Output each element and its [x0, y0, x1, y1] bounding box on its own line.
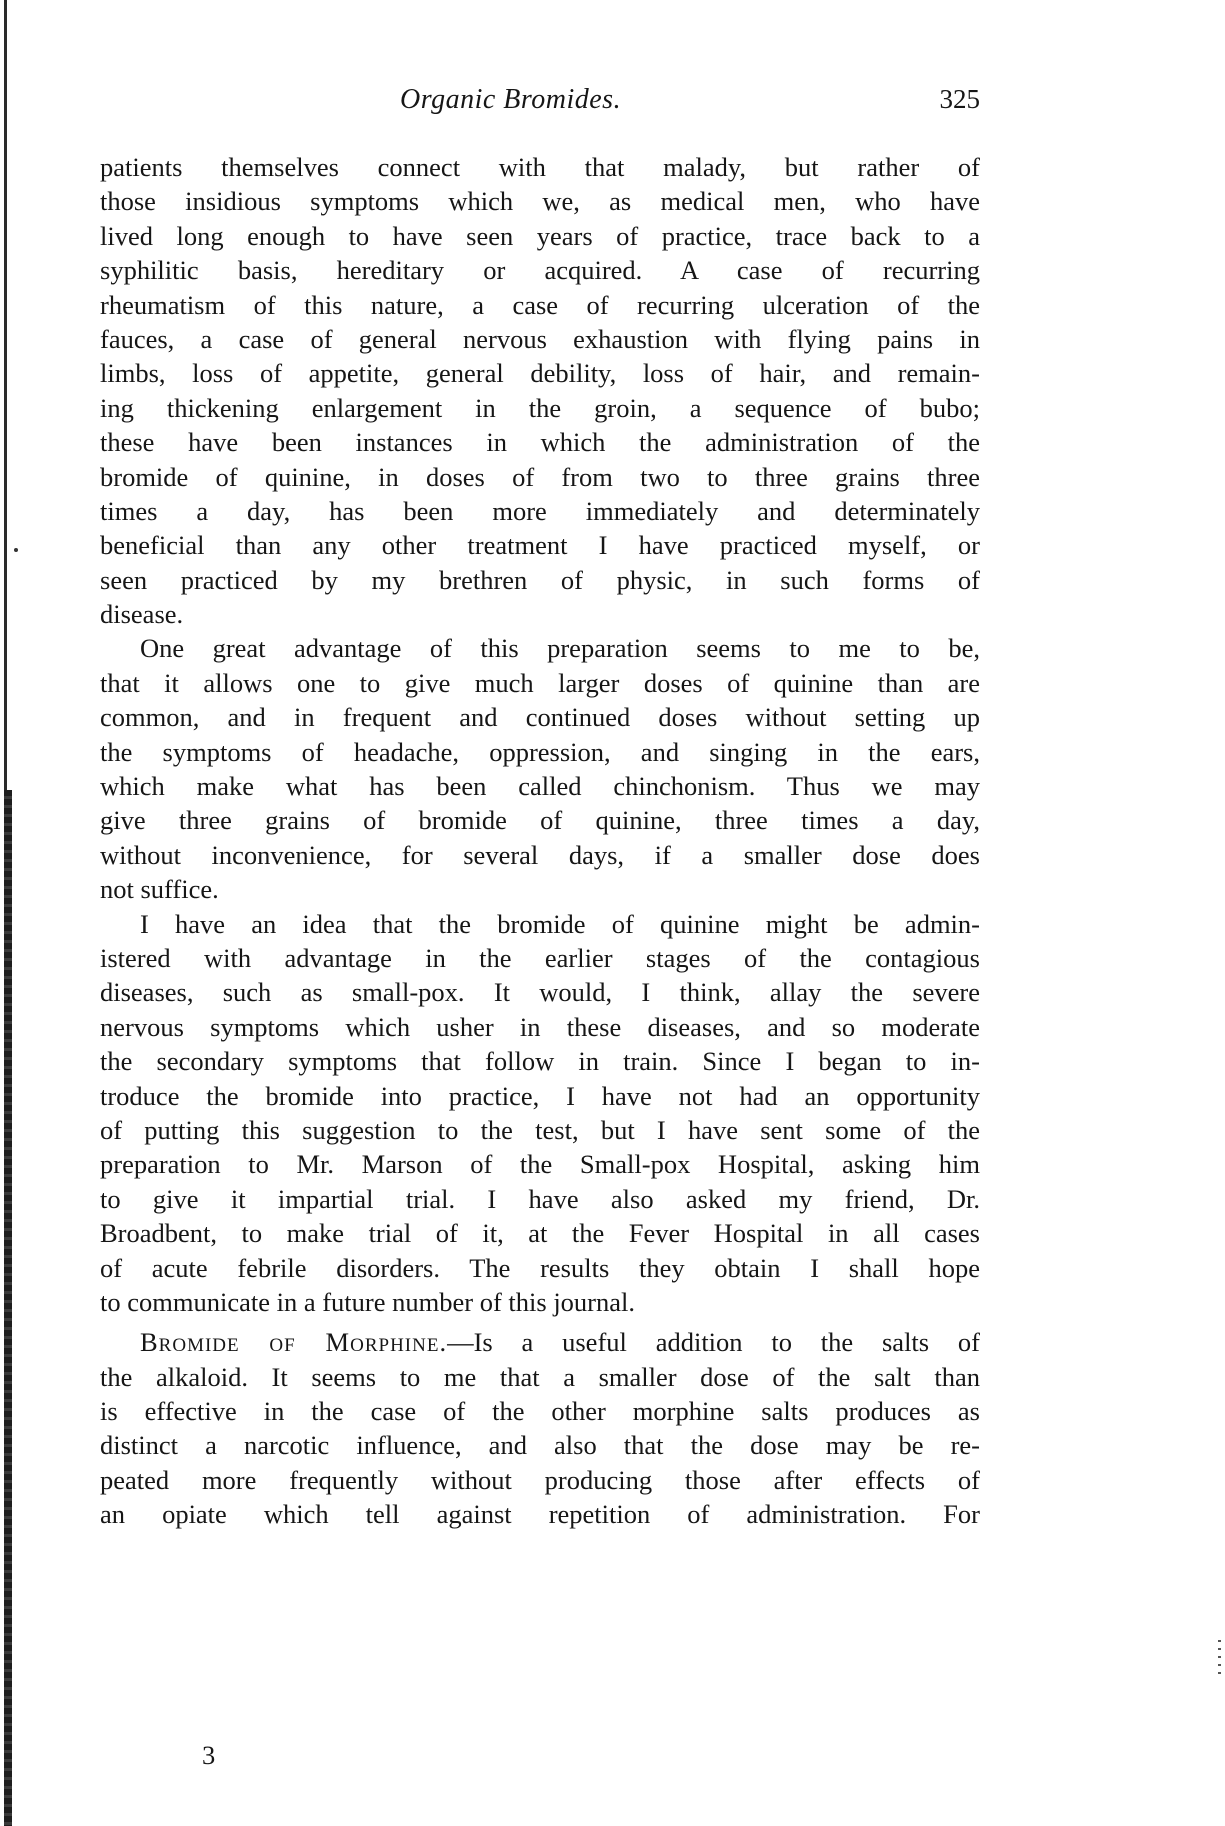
text-line: diseases, such as small-pox. It would, I think, allay the severe	[100, 977, 980, 1008]
text-line: fauces, a case of general nervous exhaustion with flying pains in	[100, 323, 980, 354]
text-line: is effective in the case of the other morphine salts produces as	[100, 1396, 980, 1427]
text-line: to communicate in a future number of this journal.	[100, 1286, 636, 1317]
paragraph	[100, 631, 980, 906]
text-line: of putting this suggestion to the test, but I have sent some of the	[100, 1114, 980, 1145]
text-line: distinct a narcotic influence, and also that the dose may be re-	[100, 1430, 980, 1461]
text-line: lived long enough to have seen years of practice, trace back to a	[100, 220, 980, 251]
text-line: common, and in frequent and continued doses without setting up	[100, 702, 980, 733]
text-line: beneficial than any other treatment I have practiced myself, or	[100, 530, 980, 561]
text-line: seen practiced by my brethren of physic, in such forms of	[100, 564, 980, 595]
page-number: 325	[939, 84, 980, 114]
text-line: these have been instances in which the administration of the	[100, 427, 980, 458]
body-text	[100, 150, 980, 1532]
text-line: give three grains of bromide of quinine, three times a day,	[100, 805, 980, 836]
text-line: those insidious symptoms which we, as medical men, who have	[100, 186, 980, 217]
text-line: the alkaloid. It seems to me that a smaller dose of the salt than	[100, 1361, 980, 1392]
paragraph	[100, 150, 980, 631]
text-line: troduce the bromide into practice, I have not had an opportunity	[100, 1080, 980, 1111]
text-line: to give it impartial trial. I have also asked my friend, Dr.	[100, 1183, 980, 1214]
text-line: rheumatism of this nature, a case of recurring ulceration of the	[100, 289, 980, 320]
running-title: Organic Bromides.	[400, 84, 622, 115]
paragraph-bromide-of-morphine	[100, 1325, 980, 1531]
scan-specks-right	[1218, 1640, 1221, 1680]
text-line: ing thickening enlargement in the groin, a sequence of bubo;	[100, 392, 980, 423]
text-line: bromide of quinine, in doses of from two to three grains three	[100, 461, 980, 492]
text-line: peated more frequently without producing those after effects of	[100, 1464, 980, 1495]
text-line: I have an idea that the bromide of quinine might be admin-	[140, 908, 980, 939]
scan-speck	[14, 548, 18, 552]
text-line: disease.	[100, 599, 184, 630]
text-line: without inconvenience, for several days, if a smaller dose does	[100, 839, 980, 870]
text-line: Broadbent, to make trial of it, at the Fever Hospital in all cases	[100, 1218, 980, 1249]
text-line: istered with advantage in the earlier stages of the contagious	[100, 942, 980, 973]
text-line: limbs, loss of appetite, general debility, loss of hair, and remain-	[100, 358, 980, 389]
text-line: One great advantage of this preparation seems to me to be,	[140, 633, 980, 664]
text-line: preparation to Mr. Marson of the Small-pox Hospital, asking him	[100, 1149, 980, 1180]
text-line: the symptoms of headache, oppression, and singing in the ears,	[100, 736, 980, 767]
text-line: syphilitic basis, hereditary or acquired. A case of recurring	[100, 255, 980, 286]
page-header	[100, 84, 980, 124]
signature-mark: 3	[202, 1740, 216, 1770]
text-line	[100, 1325, 980, 1359]
paragraph	[100, 907, 980, 1320]
binding-shadow	[4, 790, 12, 1826]
text-line: nervous symptoms which usher in these diseases, and so moderate	[100, 1011, 980, 1042]
text-line: that it allows one to give much larger doses of quinine than are	[100, 667, 980, 698]
text-line: of acute febrile disorders. The results they obtain I shall hope	[100, 1252, 980, 1283]
text-line: an opiate which tell against repetition of administration. For	[100, 1499, 980, 1530]
text-line: not suffice.	[100, 874, 219, 905]
text-line: which make what has been called chinchonism. Thus we may	[100, 771, 980, 802]
section-heading: Bromide of Morphine.	[140, 1327, 448, 1358]
text-line: patients themselves connect with that malady, but rather of	[100, 152, 980, 182]
text-line: the secondary symptoms that follow in train. Since I began to in-	[100, 1046, 980, 1077]
text-line: times a day, has been more immediately and determinately	[100, 495, 980, 526]
heading-continuation: —Is a useful addition to the salts of	[447, 1327, 980, 1358]
